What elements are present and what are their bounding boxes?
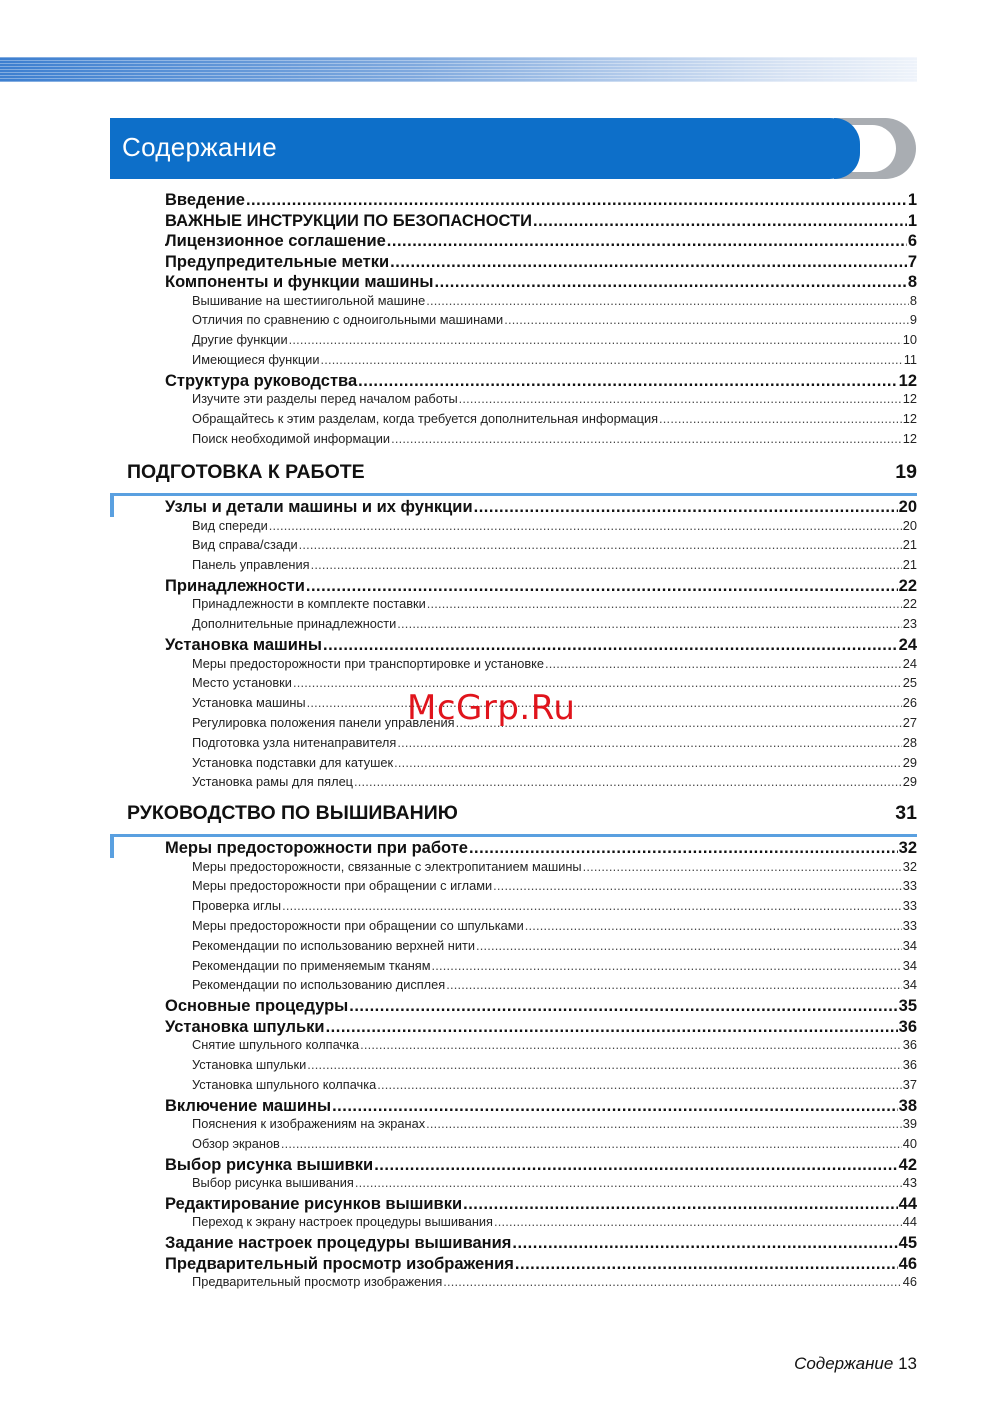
toc-entry-label: Меры предосторожности при обращении с иглами [192,878,493,894]
toc-subsection-entry[interactable] [192,411,917,427]
toc-subsection-entry[interactable] [192,518,917,534]
toc-entry-label: Установка шпульного колпачка [192,1076,377,1092]
toc-entry-label: Вышивание на шестиигольной машине [192,292,426,308]
toc-entry-page: 46 [898,1254,917,1273]
toc-entry-label: Меры предосторожности при обращении со шпульками [192,917,524,933]
toc-subsection-entry[interactable] [192,958,917,974]
toc-dot-leader [299,537,902,552]
toc-entry-label: Место установки [192,675,292,691]
toc-entry-label: Установка машины [192,695,306,711]
toc-subsection-entry[interactable] [192,1214,917,1230]
toc-entry-page: 28 [902,734,917,750]
toc-entry-page: 12 [898,371,917,390]
toc-subsection-entry[interactable] [192,735,917,751]
toc-subsection-entry[interactable] [192,859,917,875]
toc-entry-label: Другие функции [192,332,288,348]
page-footer [780,1354,917,1374]
toc-entry-label: Панель управления [192,557,310,573]
toc-subsection-entry[interactable] [192,293,917,309]
toc-entry-label: Дополнительные принадлежности [192,616,397,632]
toc-entry-page: 25 [902,675,917,691]
toc-dot-leader [469,839,898,858]
toc-entry-page: 21 [902,557,917,573]
toc-dot-leader [659,411,902,426]
toc-subsection-entry[interactable] [192,312,917,328]
header-stripe [0,57,917,82]
toc-entry-page: 22 [898,576,917,595]
toc-section-entry[interactable] [165,212,917,232]
toc-subsection-entry[interactable] [192,391,917,407]
toc-entry-label: Вид справа/сзади [192,537,298,553]
toc-subsection-entry[interactable] [192,1057,917,1073]
toc-section-entry[interactable] [165,1097,917,1117]
toc-entry-label: Рекомендации по использованию дисплея [192,977,446,993]
toc-entry-page: 9 [909,312,917,328]
toc-subsection-entry[interactable] [192,616,917,632]
toc-subsection-entry[interactable] [192,431,917,447]
toc-section-entry[interactable] [165,498,917,518]
toc-entry-label: ВАЖНЫЕ ИНСТРУКЦИИ ПО БЕЗОПАСНОСТИ [165,211,532,230]
toc-entry-label: Выбор рисунка вышивания [192,1175,354,1191]
toc-entry-label: Вид спереди [192,517,268,533]
toc-dot-leader [397,735,901,750]
toc-entry-page: 24 [902,655,917,671]
toc-subsection-entry[interactable] [192,1077,917,1093]
toc-section-entry[interactable] [165,636,917,656]
toc-dot-leader [282,898,902,913]
toc-entry-label: Установка рамы для пялец [192,774,354,790]
toc-entry-page: 6 [907,232,917,250]
toc-entry-page: 34 [902,977,917,993]
toc-entry-page: 40 [902,1135,917,1151]
toc-dot-leader [326,1018,898,1037]
toc-entry-page: 12 [902,391,917,407]
toc-entry-label: Основные процедуры [165,997,349,1016]
toc-entry-page: 7 [907,252,917,271]
toc-entry-label: Снятие шпульного колпачка [192,1037,360,1053]
toc-dot-leader [525,918,902,933]
toc-dot-leader [355,1175,902,1190]
toc-entry-page: 36 [902,1037,917,1053]
toc-subsection-entry[interactable] [192,918,917,934]
toc-dot-leader [289,332,902,347]
toc-entry-label: Установка машины [165,636,322,654]
toc-entry-page: 11 [903,351,917,367]
toc-entry-page: 27 [902,714,917,730]
toc-subsection-entry[interactable] [192,557,917,573]
toc-dot-leader [476,938,902,953]
toc-entry-label: Лицензионное соглашение [165,232,386,250]
toc-entry-page: 42 [898,1155,917,1174]
toc-section-entry[interactable] [165,1195,917,1215]
toc-subsection-entry[interactable] [192,1136,917,1152]
toc-entry-page: 39 [902,1116,917,1131]
toc-dot-leader [306,577,898,596]
toc-section-entry[interactable] [165,232,917,252]
toc-subsection-entry[interactable] [192,878,917,894]
toc-entry-label: Установка подставки для катушек [192,754,394,770]
toc-dot-leader [246,191,907,210]
toc-entry-label: Переход к экрану настроек процедуры вышивания [192,1214,493,1230]
toc-entry-page: 1 [907,211,917,230]
footer-section: Содержание [794,1354,894,1373]
toc-dot-leader [533,212,907,231]
toc-entry-label: Включение машины [165,1096,332,1115]
toc-dot-leader [397,616,901,631]
chapter-title: РУКОВОДСТВО ПО ВЫШИВАНИЮ [127,802,458,824]
toc-entry-label: Принадлежности в комплекте поставки [192,596,426,612]
toc-entry-page: 34 [902,957,917,973]
toc-subsection-entry[interactable] [192,352,917,368]
toc-subsection-entry[interactable] [192,656,917,672]
toc-dot-leader [435,273,907,292]
toc-dot-leader [463,1195,898,1214]
toc-entry-label: Компоненты и функции машины [165,273,434,291]
toc-entry-page: 44 [902,1214,917,1230]
watermark: McGrp.Ru [407,688,576,728]
toc-entry-page: 8 [907,273,917,291]
toc-subsection-entry[interactable] [192,537,917,553]
toc-section-entry[interactable] [165,253,917,273]
toc-entry-page: 12 [902,411,917,426]
toc-dot-leader [545,656,902,671]
toc-entry-page: 36 [902,1056,917,1072]
toc-entry-label: Отличия по сравнению с одноигольными машинами [192,312,504,328]
toc-entry-page: 35 [898,997,917,1016]
toc-entry-page: 23 [902,616,917,632]
toc-entry-label: Редактирование рисунков вышивки [165,1194,463,1213]
toc-entry-label: Задание настроек процедуры вышивания [165,1234,512,1253]
toc-dot-leader [426,293,909,308]
toc-subsection-entry[interactable] [192,755,917,771]
toc-entry-page: 21 [902,537,917,553]
toc-entry-label: Подготовка узла нитенаправителя [192,734,397,750]
toc-dot-leader [377,1077,902,1092]
toc-dot-leader [387,232,907,251]
toc-section-entry[interactable] [165,839,917,859]
toc-dot-leader [293,675,902,690]
toc-dot-leader [583,859,902,874]
toc-subsection-entry[interactable] [192,596,917,612]
chapter-heading[interactable] [127,802,917,828]
toc-entry-label: Структура руководства [165,371,358,390]
chapter-divider [110,834,917,837]
toc-subsection-entry[interactable] [192,1274,917,1290]
toc-dot-leader [446,977,902,992]
toc-dot-leader [432,958,902,973]
page-title: Содержание [122,132,277,162]
toc-entry-label: Предупредительные метки [165,252,390,271]
toc-section-entry[interactable] [165,1018,917,1038]
toc-subsection-entry[interactable] [192,332,917,348]
toc-dot-leader [443,1274,901,1289]
toc-dot-leader [504,312,909,327]
toc-subsection-entry[interactable] [192,1175,917,1191]
toc-entry-label: Принадлежности [165,576,305,595]
toc-entry-page: 37 [902,1076,917,1092]
toc-entry-label: Пояснения к изображениям на экранах [192,1116,426,1131]
footer-page-number: 13 [898,1354,917,1373]
toc-entry-page: 20 [898,498,917,516]
toc-entry-page: 22 [902,596,917,612]
toc-entry-page: 43 [902,1175,917,1191]
toc-entry-page: 12 [902,430,917,446]
title-banner-ring-decoration [834,118,916,179]
toc-entry-label: Имеющиеся функции [192,351,320,367]
toc-dot-leader [358,372,897,391]
toc-dot-leader [459,391,902,406]
chapter-page: 19 [895,461,917,483]
toc-dot-leader [332,1097,898,1116]
toc-section-entry[interactable] [165,191,917,211]
toc-section-entry[interactable] [165,577,917,597]
toc-entry-page: 26 [902,695,917,711]
toc-dot-leader [374,1156,897,1175]
toc-section-entry[interactable] [165,273,917,293]
toc-dot-leader [360,1037,902,1052]
toc-entry-page: 24 [898,636,917,654]
toc-entry-label: Установка шпульки [192,1056,307,1072]
toc-entry-label: Установка шпульки [165,1017,325,1036]
toc-entry-page: 33 [902,898,917,914]
toc-entry-label: Узлы и детали машины и их функции [165,498,473,516]
toc-section-entry[interactable] [165,1156,917,1176]
toc-dot-leader [426,1116,902,1131]
toc-entry-label: Меры предосторожности, связанные с электропитанием машины [192,858,582,874]
toc-section-entry[interactable] [165,1234,917,1254]
toc-dot-leader [427,596,902,611]
toc-entry-label: Выбор рисунка вышивки [165,1155,374,1174]
toc-section-entry[interactable] [165,1255,917,1275]
toc-entry-page: 32 [902,858,917,874]
toc-entry-label: Обращайтесь к этим разделам, когда требуется дополнительная информация [192,411,659,426]
toc-dot-leader [391,431,902,446]
toc-entry-page: 33 [902,878,917,894]
toc-dot-leader [281,1136,902,1151]
toc-dot-leader [307,695,902,710]
toc-entry-label: Рекомендации по использованию верхней нити [192,937,475,953]
chapter-heading[interactable] [127,461,917,487]
toc-entry-page: 45 [898,1234,917,1253]
toc-entry-label: Введение [165,191,245,209]
chapter-page: 31 [895,802,917,824]
toc-entry-page: 34 [902,937,917,953]
toc-entry-page: 20 [902,517,917,533]
toc-entry-page: 33 [902,917,917,933]
toc-dot-leader [390,253,907,272]
toc-entry-page: 29 [902,754,917,770]
toc-entry-label: Регулировка положения панели управления [192,714,455,730]
toc-dot-leader [323,636,898,655]
toc-entry-label: Рекомендации по применяемым тканям [192,957,431,973]
toc-entry-page: 29 [902,774,917,790]
toc-dot-leader [269,518,902,533]
toc-entry-page: 10 [902,332,917,348]
toc-entry-label: Меры предосторожности при транспортировке и установке [192,655,544,671]
toc-subsection-entry[interactable] [192,1037,917,1053]
toc-dot-leader [394,755,902,770]
toc-entry-label: Меры предосторожности при работе [165,839,468,857]
chapter-divider [110,493,917,496]
toc-subsection-entry[interactable] [192,1116,917,1132]
toc-entry-page: 8 [909,292,917,308]
toc-section-entry[interactable] [165,372,917,392]
toc-entry-page: 36 [898,1017,917,1036]
toc-entry-page: 1 [907,191,917,209]
toc-subsection-entry[interactable] [192,898,917,914]
toc-dot-leader [494,1214,902,1229]
toc-subsection-entry[interactable] [192,938,917,954]
toc-entry-label: Предварительный просмотр изображения [192,1274,443,1290]
toc-dot-leader [493,878,902,893]
toc-subsection-entry[interactable] [192,774,917,790]
toc-dot-leader [474,498,898,517]
toc-entry-label: Предварительный просмотр изображения [165,1254,514,1273]
toc-entry-label: Изучите эти разделы перед началом работы [192,391,458,407]
toc-entry-label: Обзор экранов [192,1135,280,1151]
toc-dot-leader [349,997,897,1016]
toc-dot-leader [354,774,902,789]
toc-dot-leader [311,557,902,572]
toc-entry-page: 46 [902,1274,917,1290]
chapter-title: ПОДГОТОВКА К РАБОТЕ [127,461,365,483]
toc-entry-label: Проверка иглы [192,898,282,914]
toc-subsection-entry[interactable] [192,977,917,993]
toc-dot-leader [515,1255,898,1274]
toc-dot-leader [320,352,902,367]
toc-entry-page: 32 [898,839,917,857]
toc-entry-label: Поиск необходимой информации [192,430,391,446]
toc-dot-leader [512,1234,897,1253]
toc-entry-page: 44 [898,1194,917,1213]
toc-entry-page: 38 [898,1096,917,1115]
toc-dot-leader [307,1057,902,1072]
toc-section-entry[interactable] [165,997,917,1017]
